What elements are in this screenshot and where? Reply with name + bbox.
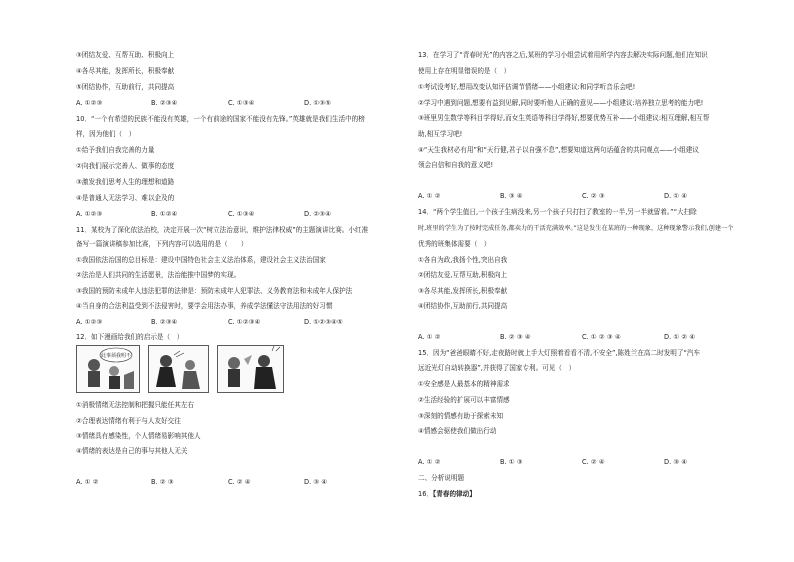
q14-item: ①各自为政,我扬个性,突出自我 — [418, 256, 508, 264]
q13-item: ①考试没考好,想用改变认知评估调节情绪——小组建议:和同学听音乐会吧! — [418, 83, 636, 91]
option: A. ① ② — [418, 192, 441, 200]
option: C. ② ④ — [228, 478, 251, 486]
option: C. ① ② ③ ④ — [582, 333, 621, 341]
option: A. ① ② — [418, 333, 441, 341]
cartoon-panel-1 — [77, 346, 140, 393]
q12-item: ①消极情绪无法控制和把握只能任其左右 — [76, 401, 195, 409]
q12-stem: 12．如下漫画给我们的启示是（ ） — [76, 333, 184, 341]
option: D. ① ② ④ — [664, 333, 696, 341]
q16-heading — [418, 490, 476, 499]
option: D. ① ④ — [664, 192, 688, 200]
q15-stem: 15．因为“爸爸眼睛不好,走夜路时就上手大灯照着看看不清,不安全”,陈姓兰在高二时发明了“汽车 — [418, 349, 701, 357]
q10-item: ①给予我们自我完善的力量 — [76, 146, 155, 154]
q15-item: ②生活经验的扩展可以丰富情感 — [418, 396, 510, 404]
option: D. ③ ④ — [304, 478, 328, 486]
q12-item: ②合理表达情绪有利于与人友好交往 — [76, 417, 181, 425]
q13-item: ③班里男生数学等科目学得好,而女生英语等科目学得好,想要优势互补——小组建议:相互理解,相互帮 — [418, 114, 710, 122]
option: B. ② ③ — [151, 478, 174, 486]
q13-item: ④“天生我材必有用”和“天行健,君子以自强不息”,想要知道这两句话蕴含的共同观点——小组建议 — [418, 146, 699, 154]
option: C. ①③④ — [228, 99, 255, 107]
q10-item: ②向我们展示完善人、做事的态度 — [76, 162, 175, 170]
cartoon-panel-2 — [149, 346, 209, 393]
q11-item: ②法治是人们共同的生活愿景，法治能推中国梦的实现。 — [76, 271, 241, 279]
option: B. ②③④ — [151, 99, 178, 107]
q15-item: ③深刻的情感有助于探索未知 — [418, 412, 504, 420]
option: C. ② ④ — [582, 458, 605, 466]
option: A. ① ② — [76, 478, 99, 486]
option: A. ① ② — [418, 458, 441, 466]
q13-stem: 13．在学习了“青春时光”的内容之后,某班的学习小组尝试着用所学内容去解决实际问题,他们在知识 — [418, 51, 708, 59]
option: D. ①②③④⑤ — [304, 318, 343, 326]
cartoon-strip — [76, 345, 286, 393]
cartoon-caption: 此事须我明不 — [100, 353, 132, 359]
q11-item: ③我国的预防未成年人违法犯罪的法律是：预防未成年人犯罪法、义务教育法和未成年人保护法 — [76, 287, 353, 295]
option: C. ② ③ — [582, 192, 605, 200]
cartoon-panel-3 — [218, 346, 284, 393]
q12-item: ③情绪具有感染性，个人情绪易影响其他人 — [76, 432, 201, 440]
q13-item: 领会自信和自我的意义吧! — [418, 161, 494, 169]
q14-stem: 14．“两个学生值日,一个孩子生病没来,另一个孩子只打扫了教室的一半,另一半就留着。”“大扫除 — [418, 208, 697, 216]
q11-stem: 备写一篇演讲稿参加比赛，下列内容可以选用的是（ ） — [76, 240, 248, 248]
q14-stem: 优秀的班集体需要（ ） — [418, 240, 491, 248]
q9-item: ⑤团结协作，互助前行，共同提高 — [76, 83, 175, 91]
q16-title: 【青春的律动】 — [432, 490, 476, 498]
option: D. ③ ④ — [664, 458, 688, 466]
option: D. ①③⑤ — [304, 99, 332, 107]
option: B. ① ③ — [500, 458, 523, 466]
option: B. ②③④ — [151, 318, 178, 326]
q12-item: ④情绪的表达是自己的事与其他人无关 — [76, 447, 188, 455]
q11-item: ①我国依法治国的总目标是：建设中国特色社会主义法治体系，建设社会主义法治国家 — [76, 256, 326, 264]
q10-item: ④是普通人无法学习、难以企及的 — [76, 194, 175, 202]
option: C. ①②③④ — [228, 318, 261, 326]
q14-item: ④团结协作,互助前行,共同提高 — [418, 302, 508, 310]
q10-stem: 样，因为他们（ ） — [76, 130, 136, 138]
q15-item: ④情感会驱使我们做出行动 — [418, 427, 497, 435]
q15-stem: 远近光灯自动转换器”,并获得了国家专利。可见（ ） — [418, 364, 576, 372]
option: A. ①②③ — [76, 318, 103, 326]
q11-item: ④当自身的合法利益受到不法侵害时，要学会用法办事，养成学法懂法守法用法的好习惯 — [76, 302, 333, 310]
q9-item: ③团结友爱、互帮互助、积极向上 — [76, 51, 175, 59]
q13-item: 助,相互学习吧! — [418, 130, 463, 138]
q14-item: ②团结友爱,互帮互助,积极向上 — [418, 271, 508, 279]
q14-item: ③各尽其能,发挥所长,积极奉献 — [418, 287, 508, 295]
q9-item: ④各尽其能，发挥所长，积极奉献 — [76, 67, 175, 75]
q14-stem: 时,班里的学生为了按时完成任务,都卖力的干活充满效率。”这是发生在某班的一种现象，这种现象警示我们,创建一个 — [418, 225, 734, 232]
option: B. ③ ④ — [500, 192, 523, 200]
q13-stem: 使用上存在明显错误的是（ ） — [418, 67, 511, 75]
option: B. ①②④ — [151, 210, 178, 218]
option: B. ② ③ ④ — [500, 333, 531, 341]
q15-item: ①安全感是人最基本的精神需求 — [418, 380, 510, 388]
option: D. ②③④ — [304, 210, 332, 218]
q16-number: 16． — [418, 490, 433, 498]
q13-item: ②学习中遇到问题,想要有益到见解,同时要听他人正确的意见——小组建议:培养独立思考的能力吧! — [418, 99, 704, 107]
option: A. ①②③ — [76, 210, 103, 218]
q11-stem: 11．某校为了深化依法治校，决定开展一次“树立法治意识，维护法律权威”的主题演讲比赛。小红准 — [76, 226, 369, 234]
option: A. ①②③ — [76, 99, 103, 107]
q10-item: ③激发我们思考人生的理想和道路 — [76, 178, 175, 186]
q10-stem: 10．“一个有希望的民族不能没有英雄，一个有前途的国家不能没有先锋。”英雄就是我们生活中的榜 — [76, 115, 365, 123]
option: C. ①③④ — [228, 210, 255, 218]
section-heading: 二、分析说明题 — [418, 474, 465, 482]
